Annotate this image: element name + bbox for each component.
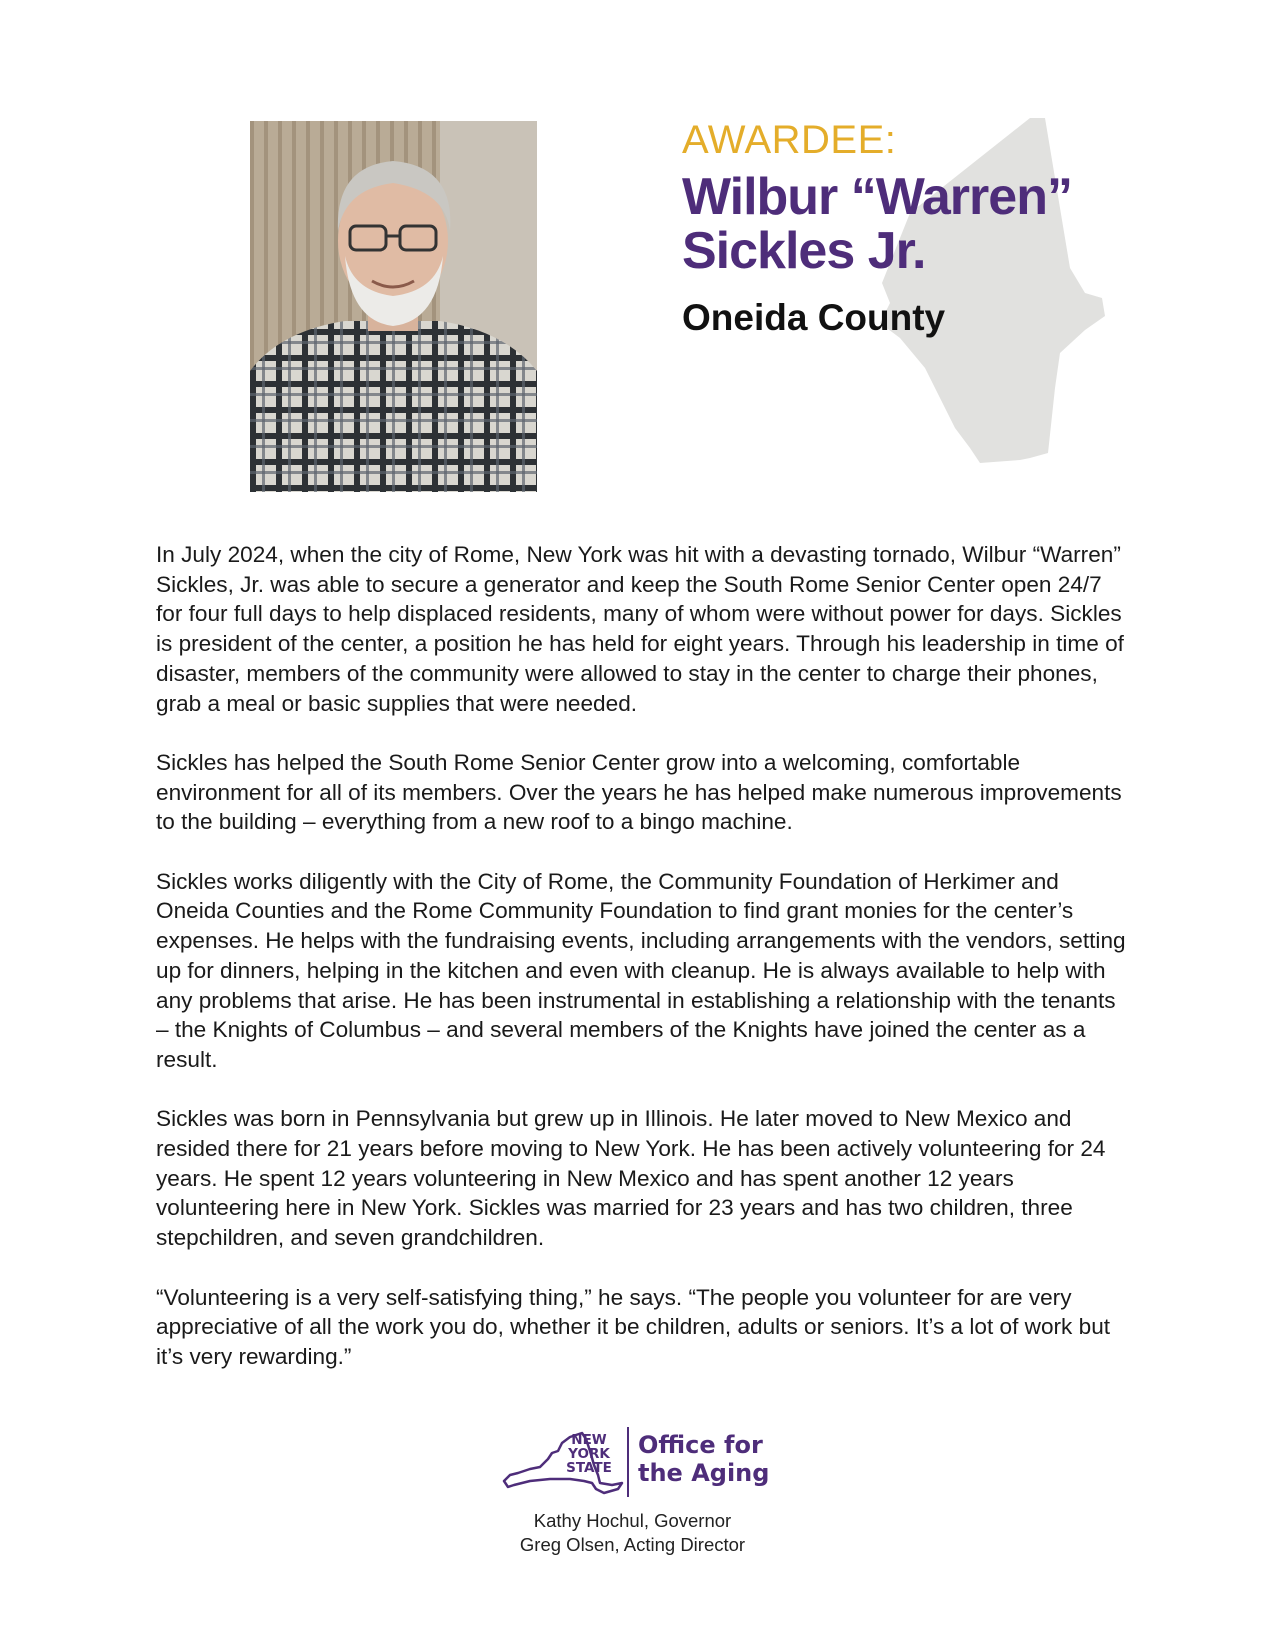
awardee-label: AWARDEE: (682, 118, 897, 162)
governor-credit: Kathy Hochul, Governor (533, 1510, 732, 1531)
awardee-header (682, 116, 1162, 340)
body-paragraph: “Volunteering is a very self-satisfying thing,” he says. “The people you volunteer for are very appreciative of all the work you do, whether it be children, adults or seniors. It’s a lot of work but it’s very rewarding.” (156, 1284, 1111, 1369)
office-name-line2: the Aging (638, 1459, 770, 1487)
logo-state-word-1: NEW (571, 1432, 607, 1448)
body-paragraph: Sickles was born in Pennsylvania but grew up in Illinois. He later moved to New Mexico and resided there for 21 years before moving to New York. He has been actively volunteering for 24 years. He spent 12 years volunteering in New Mexico and has spent another 12 years volunteering here in New York. Sickles was married for 23 years and has two children, three stepchildren, and seven grandchildren. (156, 1106, 1106, 1251)
body-paragraph: Sickles works diligently with the City of Rome, the Community Foundation of Herkimer and Oneida Counties and the Rome Community Foundation to find grant monies for the center’s expenses. He helps with the fundraising events, including arrangements with the vendors, setting up for dinners, helping in the kitchen and even with cleanup. He is always available to help with any problems that arise. He has been instrumental in establishing a relationship with the tenants – the Knights of Columbus – and several members of the Knights have joined the center as a result. (156, 868, 1126, 1072)
awardee-name (682, 170, 1162, 278)
logo-state-word-3: STATE (566, 1460, 612, 1476)
office-name-line1: Office for (638, 1431, 763, 1459)
body-paragraph: Sickles has helped the South Rome Senior Center grow into a welcoming, comfortable environment for all of its members. Over the years he has helped make numerous improvements to the building – everything from a new roof to a bingo machine. (156, 749, 1122, 835)
awardee-photo (250, 121, 537, 492)
logo-divider (627, 1427, 629, 1497)
office-name (638, 1431, 769, 1487)
awardee-name-line2: Sickles Jr. (682, 222, 926, 280)
awardee-name-line1: Wilbur “Warren” (682, 168, 1072, 226)
portrait-photo-icon (250, 121, 537, 492)
article-body (156, 540, 1126, 1401)
credits (0, 1509, 1265, 1557)
awardee-county: Oneida County (682, 297, 946, 338)
body-paragraph: In July 2024, when the city of Rome, New York was hit with a devasting tornado, Wilbur “Warren” Sickles, Jr. was able to secure a generator and keep the South Rome Senior Center open 24/7 for four full days to help displaced residents, many of whom were without power for days. Sickles is president of the center, a position he has held for eight years. Through his leadership in time of disaster, members of the community were allowed to stay in the center to charge their phones, grab a meal or basic supplies that were needed. (156, 542, 1124, 716)
director-credit: Greg Olsen, Acting Director (519, 1534, 746, 1555)
nys-office-for-aging-logo (500, 1425, 800, 1505)
new-york-state-wordmark (560, 1433, 618, 1475)
logo-state-word-2: YORK (568, 1446, 610, 1462)
